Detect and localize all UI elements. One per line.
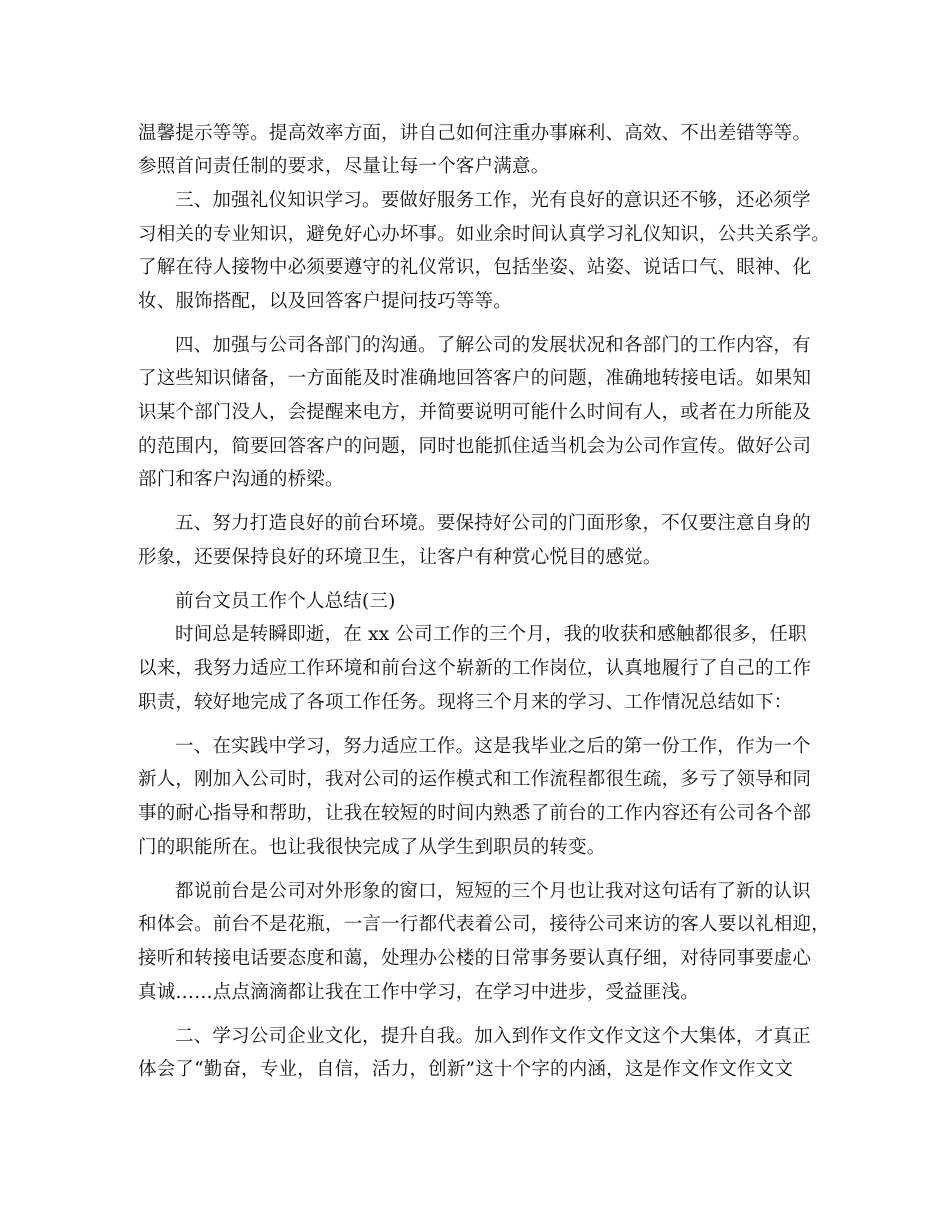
text-line: 和体会。前台不是花瓶，一言一行都代表着公司，接待公司来访的客人要以礼相迎， [138, 914, 830, 935]
section-heading: 前台文员工作个人总结(三) [175, 591, 396, 612]
text-line: 真诚……点点滴滴都让我在工作中学习，在学习中进步，受益匪浅。 [138, 982, 700, 1003]
text-line: 了这些知识储备，一方面能及时准确地回答客户的问题，准确地转接电话。如果知 [138, 368, 812, 389]
text-line: 参照首问责任制的要求，尽量让每一个客户满意。 [138, 156, 550, 177]
text-line: 事的耐心指导和帮助，让我在较短的时间内熟悉了前台的工作内容还有公司各个部 [138, 803, 812, 824]
paragraph-line: 三、加强礼仪知识学习。要做好服务工作，光有良好的意识还不够，还必须学 [175, 190, 811, 211]
text-line: 体会了“勤奋，专业，自信，活力，创新”这十个字的内涵，这是作文作文作文文 [138, 1059, 794, 1080]
paragraph-line: 四、加强与公司各部门的沟通。了解公司的发展状况和各部门的工作内容，有 [175, 335, 811, 356]
text-line: 门的职能所在。也让我很快完成了从学生到职员的转变。 [138, 837, 606, 858]
text-line: 形象，还要保持良好的环境卫生，让客户有种赏心悦目的感觉。 [138, 547, 662, 568]
text-line: 职责，较好地完成了各项工作任务。现将三个月来的学习、工作情况总结如下： [138, 692, 793, 713]
text-line: 温馨提示等等。提高效率方面，讲自己如何注重办事麻利、高效、不出差错等等。 [138, 123, 812, 144]
text-line: 以来，我努力适应工作环境和前台这个崭新的工作岗位，认真地履行了自己的工作 [138, 658, 812, 679]
text-line: 了解在待人接物中必须要遵守的礼仪常识，包括坐姿、站姿、说话口气、眼神、化 [138, 257, 812, 278]
paragraph-line: 时间总是转瞬即逝，在 xx 公司工作的三个月，我的收获和感触都很多，任职 [175, 624, 807, 645]
text-line: 接听和转接电话要态度和蔼，处理办公楼的日常事务要认真仔细，对待同事要虚心 [138, 948, 812, 969]
paragraph-line: 二、学习公司企业文化，提升自我。加入到作文作文作文这个大集体，才真正 [175, 1026, 811, 1047]
text-line: 妆、服饰搭配，以及回答客户提问技巧等等。 [138, 291, 513, 312]
paragraph-line: 五、努力打造良好的前台环境。要保持好公司的门面形象，不仅要注意自身的 [175, 513, 811, 534]
paragraph-line: 都说前台是公司对外形象的窗口，短短的三个月也让我对这句话有了新的认识 [175, 881, 811, 902]
text-line: 识某个部门没人，会提醒来电方，并简要说明可能什么时间有人，或者在力所能及 [138, 402, 812, 423]
text-line: 习相关的专业知识，避免好心办坏事。如业余时间认真学习礼仪知识，公共关系学。 [138, 224, 830, 245]
text-line: 的范围内，简要回答客户的问题，同时也能抓住适当机会为公司作宣传。做好公司 [138, 436, 812, 457]
paragraph-line: 一、在实践中学习，努力适应工作。这是我毕业之后的第一份工作，作为一个 [175, 736, 811, 757]
text-line: 部门和客户沟通的桥梁。 [138, 469, 344, 490]
text-line: 新人，刚加入公司时，我对公司的运作模式和工作流程都很生疏，多亏了领导和同 [138, 769, 812, 790]
